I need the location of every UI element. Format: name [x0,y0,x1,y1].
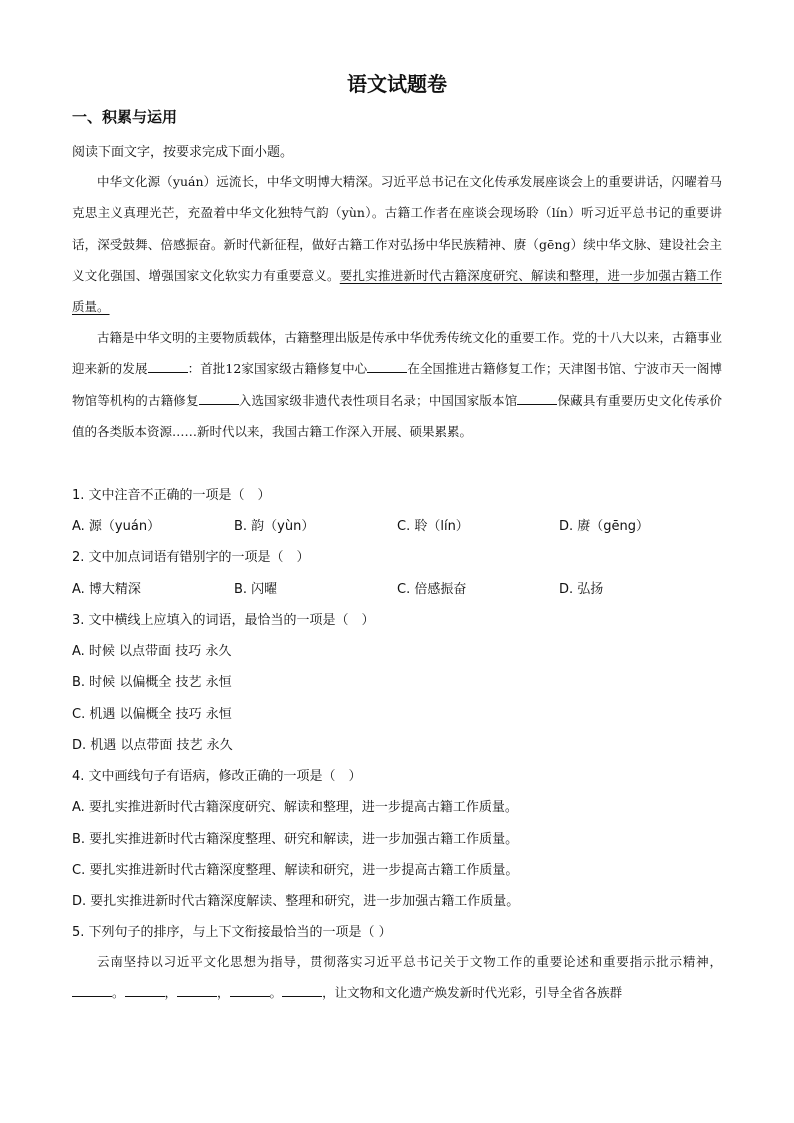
option-a[interactable]: A. 要扎实推进新时代古籍深度研究、解读和整理，进一步提高古籍工作质量。 [72,800,518,815]
option-d[interactable]: D. 机遇 以点带面 技艺 永久 [72,738,233,753]
section-heading: 一、积累与运用 [72,108,178,126]
option-a[interactable]: A. 博大精深 [72,582,141,597]
option-b[interactable]: B. 时候 以偏概全 技艺 永恒 [72,675,232,690]
option-c[interactable]: C. 要扎实推进新时代古籍深度整理、解读和研究，进一步提高古籍工作质量。 [72,863,519,878]
instruction-text: 阅读下面文字，按要求完成下面小题。 [72,145,294,160]
option-c[interactable]: C. 倍感振奋 [397,582,467,597]
option-d[interactable]: D. 弘扬 [559,582,604,597]
passage-2-seg1: 古籍是中华文明的主要物质载体，古籍整理出版是传承中华优秀传统文化的重要工作。党的十八大以来，古籍事业迎来新的发展 [72,330,723,377]
passage-2-seg4: 入选国家级非遗代表性项目名录；中国国家版本馆 [238,392,518,408]
passage-2-seg5: 保藏具有重要历史文化传承价值的各类版本资源……新时代以来，我国古籍工作深入开展、硕果累累。 [72,392,722,439]
fill-blank [199,394,239,405]
passage-2 [72,322,722,447]
option-d[interactable]: D. 要扎实推进新时代古籍深度解读、整理和研究，进一步加强古籍工作质量。 [72,894,520,909]
passage-1-body: 中华文化源（yuán）远流长，中华文明博大精深。习近平总书记在文化传承发展座谈会上的重要讲话，闪曜着马克思主义真理光芒，充盈着中华文化独特气韵（yùn）。古籍工作者在座谈会现场聆（lín）听习近平总书记的重要讲话，深受鼓舞、倍感振奋。新时代新征程，做好古籍工作对弘扬中华民族精神、赓（gēng）续中华文脉、建设社会主义文化强国、增强国家文化软实力有重要意义。 [72,174,722,283]
option-a[interactable]: A. 时候 以点带面 技巧 永久 [72,644,232,659]
fill-blank [125,986,165,997]
option-b[interactable]: B. 要扎实推进新时代古籍深度整理、研究和解读，进一步加强古籍工作质量。 [72,832,519,847]
option-b[interactable]: B. 闪曜 [234,582,278,597]
question-5: 5. 下列句子的排序，与上下文衔接最恰当的一项是（ ） [72,925,392,940]
fill-blank [148,362,188,373]
passage-3: 云南坚持以习近平文化思想为指导，贯彻落实习近平总书记关于文物工作的重要论述和重要指示批示精神，。 ， ， 。 ，让文物和文化遗产焕发新时代光彩，引导全省各族群 [72,946,722,1009]
question-2: 2. 文中加点词语有错别字的一项是（ ） [72,550,310,565]
option-d[interactable]: D. 赓（gēng） [559,519,650,534]
option-c[interactable]: C. 聆（lín） [397,519,469,534]
underlined-sentence: 要扎实推进新时代古籍深度研究、解读和整理，进一步加强古籍工作质量。 [72,267,722,315]
fill-blank [177,986,217,997]
passage-1 [72,166,722,322]
option-c[interactable]: C. 机遇 以偏概全 技巧 永恒 [72,707,232,722]
option-b[interactable]: B. 韵（yùn） [234,519,315,534]
fill-blank [282,986,322,997]
question-3: 3. 文中横线上应填入的词语，最恰当的一项是（ ） [72,613,375,628]
passage-3-seg2: ，让文物和文化遗产焕发新时代光彩，引导全省各族群 [322,985,623,1001]
question-4: 4. 文中画线句子有语病，修改正确的一项是（ ） [72,769,362,784]
fill-blank [72,986,112,997]
option-a[interactable]: A. 源（yuán） [72,519,161,534]
fill-blank [230,986,270,997]
question-1: 1. 文中注音不正确的一项是（ ） [72,488,271,503]
fill-blank [517,394,557,405]
fill-blank [367,362,407,373]
passage-2-seg3: 在全国推进古籍修复工作；天津图书馆、宁波市天一阁博物馆等机构的古籍修复 [72,361,722,408]
passage-2-seg2: ：首批12家国家级古籍修复中心 [187,361,368,377]
document-title: 语文试题卷 [347,72,447,96]
passage-3-seg1: 云南坚持以习近平文化思想为指导，贯彻落实习近平总书记关于文物工作的重要论述和重要指示批示精神， [97,954,722,969]
